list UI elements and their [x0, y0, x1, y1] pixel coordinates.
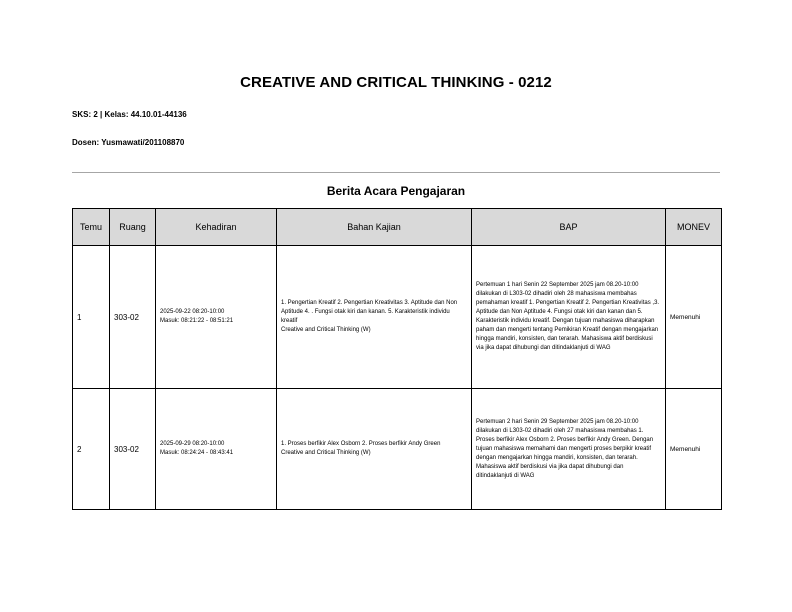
- table-row: [73, 389, 722, 510]
- course-info: SKS: 2 | Kelas: 44.10.01-44136: [72, 110, 187, 119]
- teaching-record-table: [72, 208, 722, 510]
- cell-bap: Pertemuan 1 hari Senin 22 September 2025 jam 08.20-10:00 dilakukan di L303-02 dihadiri oleh 28 mahasiswa membahas pemahaman kreatif 1. Pengertian Kreatif 2. Pengertian Kreativitas ,3. Aptitude dan Non Aptitude 4. Fungsi otak kiri dan kanan dan 5. Karakteristik individu kreatif. Dengan tujuan mahasiswa diharapkan paham dan mengerti tentang Pemikiran Kreatif dengan mengajarkan hingga mandiri, konsisten, dan terarah. Mahasiswa aktif berdiskusi via jika dapat dihubungi dan ditindaklanjuti di WAG: [472, 246, 666, 389]
- header-ruang: Ruang: [110, 209, 156, 246]
- cell-temu: 1: [73, 246, 110, 389]
- attendance-checkin: Masuk: 08:21:22 - 08:51:21: [160, 318, 234, 324]
- header-bahan-kajian: Bahan Kajian: [277, 209, 472, 246]
- header-monev: MONEV: [666, 209, 722, 246]
- cell-bahan-kajian: [277, 246, 472, 389]
- topic-text: 1. Proses berfikir Alex Osborn 2. Proses berfikir Andy Green: [281, 441, 441, 447]
- cell-temu: 2: [73, 389, 110, 510]
- document-title: CREATIVE AND CRITICAL THINKING - 0212: [240, 74, 552, 91]
- topic-source: Creative and Critical Thinking (W): [281, 450, 371, 456]
- attendance-checkin: Masuk: 08:24:24 - 08:43:41: [160, 450, 234, 456]
- cell-kehadiran: [156, 389, 277, 510]
- attendance-time: 2025-09-29 08:20-10:00: [160, 441, 225, 447]
- header-temu: Temu: [73, 209, 110, 246]
- cell-kehadiran: [156, 246, 277, 389]
- divider: [72, 172, 720, 173]
- cell-bahan-kajian: [277, 389, 472, 510]
- table-row: [73, 246, 722, 389]
- cell-monev: Memenuhi: [666, 389, 722, 510]
- topic-source: Creative and Critical Thinking (W): [281, 327, 371, 333]
- table-header-row: [73, 209, 722, 246]
- topic-text: 1. Pengertian Kreatif 2. Pengertian Kreativitas 3. Aptitude dan Non Aptitude 4. . Fungsi otak kiri dan kanan. 5. Karakteristik individu kreatif: [281, 300, 458, 324]
- attendance-time: 2025-09-22 08:20-10:00: [160, 309, 225, 315]
- header-kehadiran: Kehadiran: [156, 209, 277, 246]
- header-bap: BAP: [472, 209, 666, 246]
- cell-bap: Pertemuan 2 hari Senin 29 September 2025 jam 08.20-10:00 dilakukan di L303-02 dihadiri oleh 27 mahasiswa membahas 1. Proses berfikir Alex Osborn 2. Proses berfikir Andy Green. Dengan tujuan mahasiswa memahami dan mengerti proses berpikir kreatif dengan mengajarkan hingga mandiri, konsisten, dan terarah. Mahasiswa aktif berdiskusi via jika dapat dihubungi dan ditindaklanjuti di WAG: [472, 389, 666, 510]
- section-title: Berita Acara Pengajaran: [326, 184, 466, 198]
- cell-monev: Memenuhi: [666, 246, 722, 389]
- cell-ruang: 303-02: [110, 246, 156, 389]
- lecturer-info: Dosen: Yusmawati/201108870: [72, 138, 185, 147]
- cell-ruang: 303-02: [110, 389, 156, 510]
